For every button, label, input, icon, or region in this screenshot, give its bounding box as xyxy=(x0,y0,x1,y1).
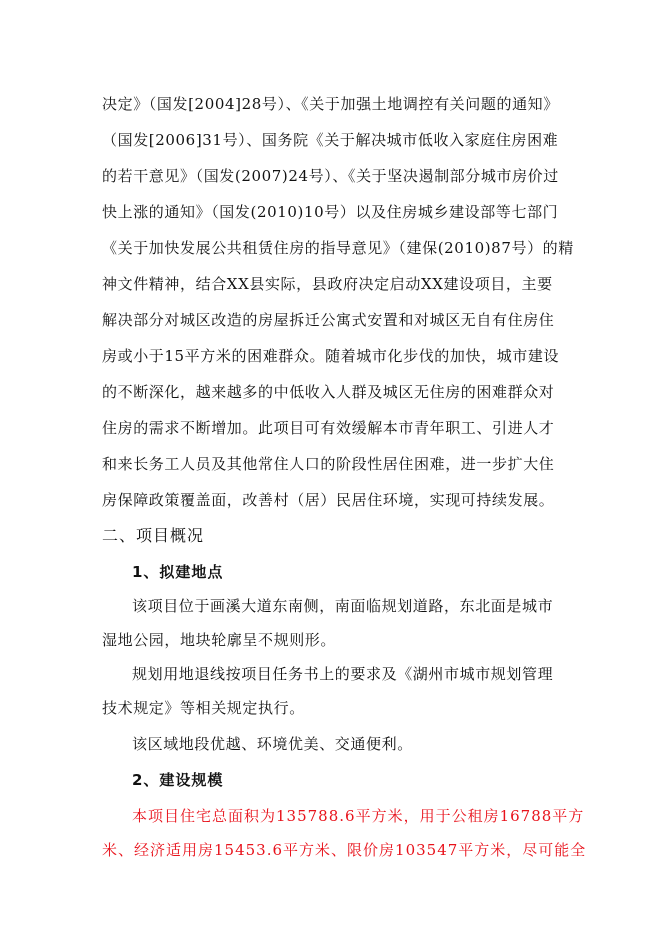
paragraph-line: 房保障政策覆盖面，改善村（居）民居住环境，实现可持续发展。 xyxy=(102,491,555,509)
paragraph-line: 的若干意见》（国发(2007)24号）、《关于坚决遏制部分城市房价过 xyxy=(102,167,559,185)
paragraph-line: 决定》（国发[2004]28号）、《关于加强土地调控有关问题的通知》 xyxy=(102,95,559,113)
paragraph-line: 和来长务工人员及其他常住人口的阶段性居住困难，进一步扩大住 xyxy=(102,455,555,473)
paragraph-line: 湿地公园，地块轮廓呈不规则形。 xyxy=(102,631,337,649)
paragraph-line: （国发[2006]31号）、国务院《关于解决城市低收入家庭住房困难 xyxy=(102,131,559,149)
subsection-heading: 2、建设规模 xyxy=(132,771,224,789)
subsection-heading: 1、拟建地点 xyxy=(132,563,224,581)
paragraph-line: 神文件精神，结合XX县实际，县政府决定启动XX建设项目，主要 xyxy=(102,275,553,293)
paragraph-line: 房或小于15平方米的困难群众。随着城市化步伐的加快，城市建设 xyxy=(102,347,560,365)
paragraph-line: 解决部分对城区改造的房屋拆迁公寓式安置和对城区无自有住房住 xyxy=(102,311,555,329)
paragraph-line: 技术规定》等相关规定执行。 xyxy=(102,699,305,717)
paragraph-line: 该区域地段优越、环境优美、交通便利。 xyxy=(132,735,413,753)
paragraph-line: 规划用地退线按项目任务书上的要求及《湖州市城市规划管理 xyxy=(132,665,554,683)
paragraph-line: 住房的需求不断增加。此项目可有效缓解本市青年职工、引进人才 xyxy=(102,419,555,437)
paragraph-line: 快上涨的通知》（国发(2010)10号）以及住房城乡建设部等七部门 xyxy=(102,203,559,221)
paragraph-line: 该项目位于画溪大道东南侧，南面临规划道路，东北面是城市 xyxy=(132,597,554,615)
section-heading: 二、项目概况 xyxy=(102,526,205,545)
paragraph-line: 《关于加快发展公共租赁住房的指导意见》（建保(2010)87号）的精 xyxy=(102,239,574,257)
highlighted-paragraph-line: 米、经济适用房15453.6平方米、限价房103547平方米，尽可能全 xyxy=(102,841,587,859)
paragraph-line: 的不断深化，越来越多的中低收入人群及城区无住房的困难群众对 xyxy=(102,383,555,401)
highlighted-paragraph-line: 本项目住宅总面积为135788.6平方米，用于公租房16788平方 xyxy=(132,807,585,825)
